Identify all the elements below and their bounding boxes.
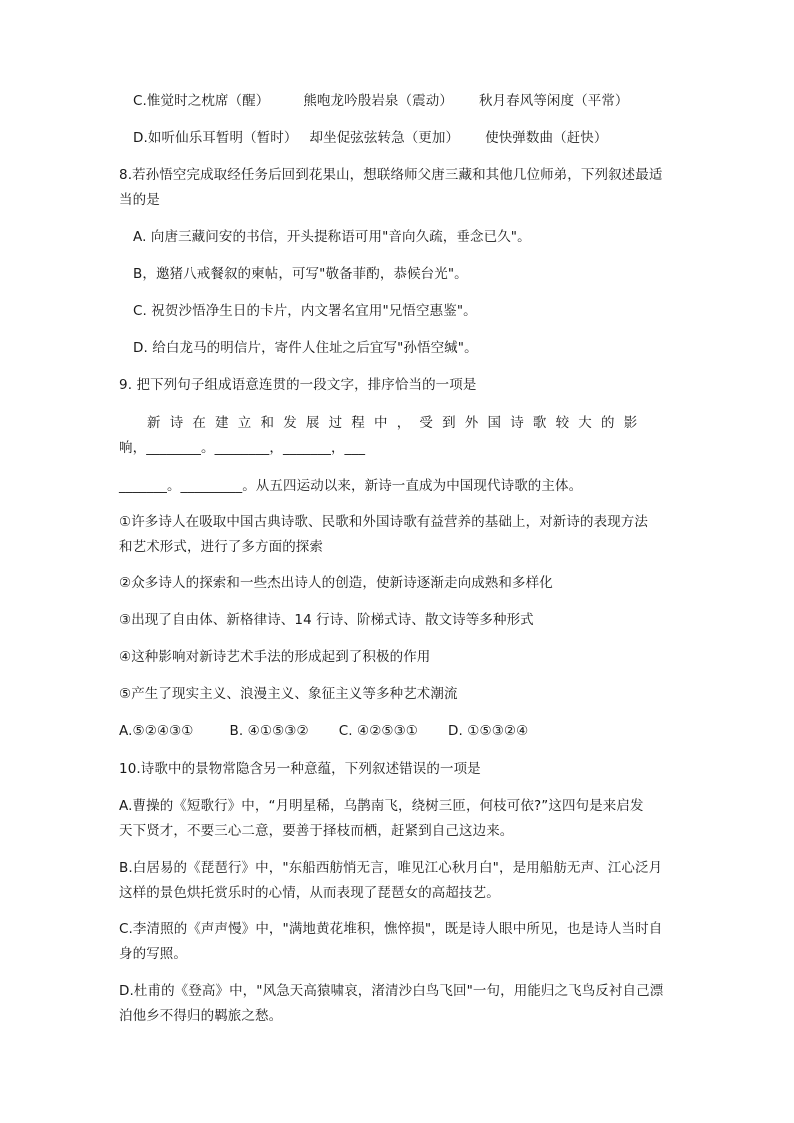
- q10-stem: 10.诗歌中的景物常隐含另一种意蕴，下列叙述错误的一项是: [119, 761, 481, 777]
- q7-option-d: [133, 129, 608, 147]
- q10-option-d-line2: 泊他乡不得归的羁旅之愁。: [119, 1008, 283, 1024]
- q7-option-d-item2: 却坐促弦弦转急（更加）: [309, 130, 460, 146]
- q7-option-c-item1: 惟觉时之枕席（醒）: [146, 93, 270, 109]
- q9-sentence-1-line2: 和艺术形式，进行了多方面的探索: [119, 539, 323, 555]
- q9-sentence-5: ⑤产生了现实主义、浪漫主义、象征主义等多种艺术潮流: [119, 686, 458, 702]
- q7-option-d-label: D.: [133, 130, 148, 146]
- q8-option-d: D. 给白龙马的明信片，寄件人住址之后宜写"孙悟空缄"。: [133, 340, 478, 356]
- q8-option-b: B，邀猪八戒餐叙的柬帖，可写"敬备菲酌，恭候台光"。: [133, 266, 468, 282]
- q9-passage-line1: 新诗在建立和发展过程中，受到外国诗歌较大的影: [147, 415, 647, 431]
- q9-choice-a: A.⑤②④③①: [119, 723, 194, 739]
- q9-choice-d: D. ①⑤③②④: [448, 723, 529, 739]
- q8-stem-line1: 8.若孙悟空完成取经任务后回到花果山，想联络师父唐三藏和其他几位师弟，下列叙述最适: [119, 167, 663, 183]
- q9-sentence-2: ②众多诗人的探索和一些杰出诗人的创造，使新诗逐渐走向成熟和多样化: [119, 575, 553, 591]
- q7-option-d-item1: 如听仙乐耳暂明（暂时）: [147, 130, 298, 146]
- q7-option-c-item2: 熊咆龙吟殷岩泉（震动）: [303, 93, 453, 109]
- q9-stem: 9. 把下列句子组成语意连贯的一段文字，排序恰当的一项是: [119, 377, 477, 393]
- q9-choice-b: B. ④①⑤③②: [229, 723, 309, 739]
- q10-option-c-line1: C.李清照的《声声慢》中，"满地黄花堆积，憔悴损"，既是诗人眼中所见，也是诗人当时自: [119, 921, 663, 937]
- q10-option-b-line2: 这样的景色烘托赏乐时的心情，从而表现了琵琶女的高超技艺。: [119, 885, 500, 901]
- q10-option-a-line1: A.曹操的《短歌行》中，“月明星稀，乌鹊南飞，绕树三匝，何枝可依?”这四句是来启发: [119, 798, 644, 814]
- q8-stem-line2: 当的是: [119, 192, 160, 208]
- q7-option-d-item3: 使快弹数曲（赶快）: [485, 130, 608, 146]
- q10-option-d-line1: D.杜甫的《登高》中，"风急天高猿啸哀，渚清沙白鸟飞回"一句，用能归之飞鸟反衬自己漂: [119, 983, 664, 999]
- q9-passage-line2: 响，________。________，_______，___: [119, 440, 366, 456]
- q10-option-c-line2: 身的写照。: [119, 946, 187, 962]
- q9-choices: [119, 722, 528, 740]
- q7-option-c-item3: 秋月春风等闲度（平常）: [478, 93, 629, 109]
- q7-option-c-label: C.: [133, 93, 147, 109]
- q8-option-c: C. 祝贺沙悟净生日的卡片，内文署名宜用"兄悟空惠鉴"。: [133, 303, 477, 319]
- q9-sentence-3: ③出现了自由体、新格律诗、14 行诗、阶梯式诗、散文诗等多种形式: [119, 612, 534, 628]
- q9-sentence-1-line1: ①许多诗人在吸取中国古典诗歌、民歌和外国诗歌有益营养的基础上，对新诗的表现方法: [119, 514, 649, 530]
- q10-option-b-line1: B.白居易的《琵琶行》中，"东船西舫悄无言，唯见江心秋月白"，是用船舫无声、江心泛月: [119, 860, 663, 876]
- q7-option-c: [133, 92, 629, 110]
- q8-option-a: A. 向唐三藏问安的书信，开头提称语可用"音向久疏，垂念已久"。: [133, 229, 531, 245]
- q9-choice-c: C. ④②⑤③①: [338, 723, 419, 739]
- q10-option-a-line2: 天下贤才，不要三心二意，要善于择枝而栖，赶紧到自己这边来。: [119, 823, 514, 839]
- q9-passage-line3: _______。_________。从五四运动以来，新诗一直成为中国现代诗歌的主体。: [119, 478, 583, 494]
- q9-sentence-4: ④这种影响对新诗艺术手法的形成起到了积极的作用: [119, 649, 431, 665]
